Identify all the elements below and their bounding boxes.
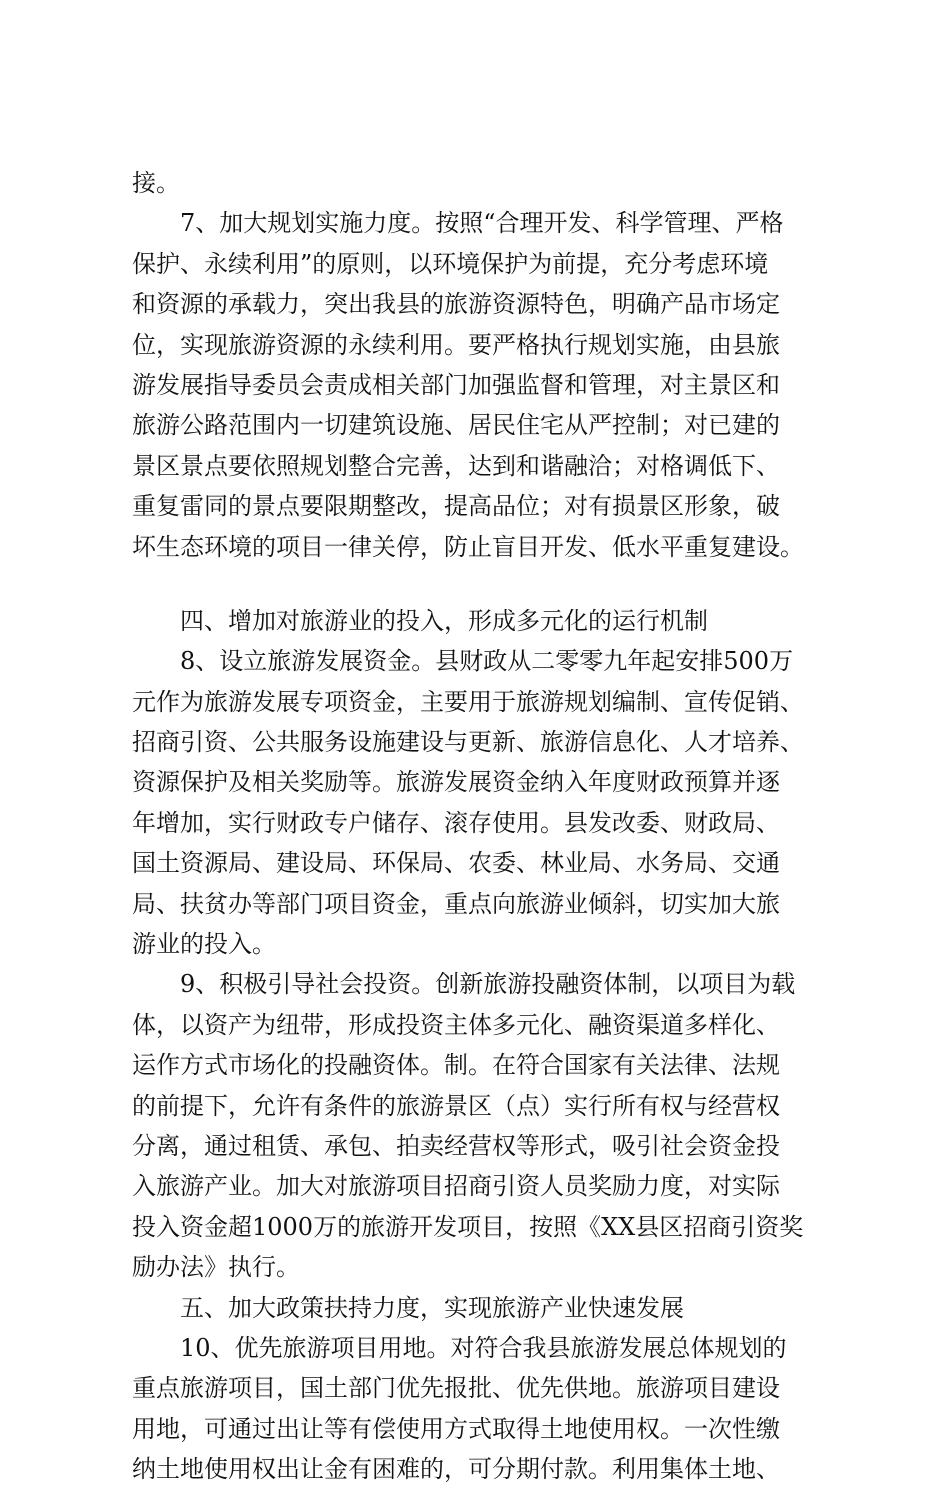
text-line: 入旅游产业。加大对旅游项目招商引资人员奖励力度，对实际 — [132, 1172, 780, 1201]
text-line: 运作方式市场化的投融资体。制。在符合国家有关法律、法规 — [132, 1051, 780, 1080]
text-line: 重点旅游项目，国土部门优先报批、优先供地。旅游项目建设 — [132, 1374, 780, 1403]
text-line: 局、扶贫办等部门项目资金，重点向旅游业倾斜，切实加大旅 — [132, 889, 780, 918]
text-line: 旅游公路范围内一切建筑设施、居民住宅从严控制；对已建的 — [132, 411, 780, 440]
text-line: 投入资金超1000万的旅游开发项目，按照《XX县区招商引资奖 — [132, 1212, 804, 1241]
text-line: 接。 — [132, 169, 180, 197]
text-line: 元作为旅游发展专项资金，主要用于旅游规划编制、宣传促销、 — [132, 687, 804, 716]
text-line: 的前提下，允许有条件的旅游景区（点）实行所有权与经营权 — [132, 1091, 780, 1120]
text-line: 景区景点要依照规划整合完善，达到和谐融洽；对格调低下、 — [132, 451, 780, 480]
text-line: 招商引资、公共服务设施建设与更新、旅游信息化、人才培养、 — [132, 728, 804, 757]
section-heading: 五、加大政策扶持力度，实现旅游产业快速发展 — [132, 1293, 684, 1322]
text-line: 坏生态环境的项目一律关停，防止盲目开发、低水平重复建设。 — [132, 532, 804, 561]
text-line: 励办法》执行。 — [132, 1253, 300, 1282]
text-line: 重复雷同的景点要限期整改，提高品位；对有损景区形象，破 — [132, 492, 780, 521]
text-line: 9、积极引导社会投资。创新旅游投融资体制，以项目为载 — [132, 970, 796, 999]
text-line: 资源保护及相关奖励等。旅游发展资金纳入年度财政预算并逐 — [132, 768, 780, 797]
section-heading: 四、增加对旅游业的投入，形成多元化的运行机制 — [132, 606, 708, 635]
text-line: 国土资源局、建设局、环保局、农委、林业局、水务局、交通 — [132, 849, 780, 878]
text-line: 纳土地使用权出让金有困难的，可分期付款。利用集体土地、 — [132, 1455, 780, 1484]
text-line: 分离，通过租赁、承包、拍卖经营权等形式，吸引社会资金投 — [132, 1131, 780, 1160]
text-line: 用地，可通过出让等有偿使用方式取得土地使用权。一次性缴 — [132, 1414, 780, 1443]
text-line: 7、加大规划实施力度。按照“合理开发、科学管理、严格 — [132, 209, 784, 238]
text-line: 位，实现旅游资源的永续利用。要严格执行规划实施，由县旅 — [132, 330, 780, 359]
text-line: 体，以资产为纽带，形成投资主体多元化、融资渠道多样化、 — [132, 1010, 780, 1039]
text-line: 游业的投入。 — [132, 930, 276, 959]
text-line: 10、优先旅游项目用地。对符合我县旅游发展总体规划的 — [132, 1333, 787, 1362]
text-line: 保护、永续利用”的原则，以环境保护为前提，充分考虑环境 — [132, 249, 769, 278]
text-line: 8、设立旅游发展资金。县财政从二零零九年起安排500万 — [132, 647, 794, 676]
document-page — [132, 163, 832, 1490]
paragraph-gap — [132, 567, 832, 601]
text-line: 游发展指导委员会责成相关部门加强监督和管理，对主景区和 — [132, 370, 780, 399]
text-line: 年增加，实行财政专户储存、滚存使用。县发改委、财政局、 — [132, 808, 780, 837]
text-line: 和资源的承载力，突出我县的旅游资源特色，明确产品市场定 — [132, 290, 780, 319]
